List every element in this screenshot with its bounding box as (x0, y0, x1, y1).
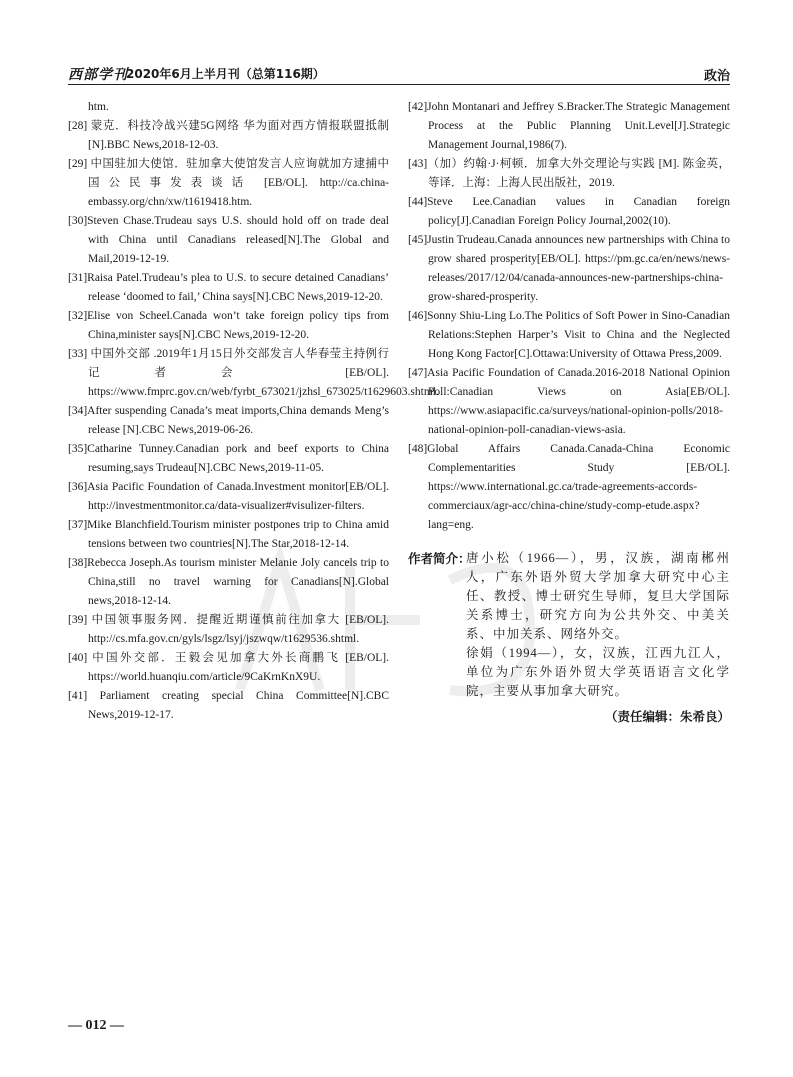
reference-item: [40] 中国外交部．王毅会见加拿大外长商鹏飞 [EB/OL]. https://world.huanqiu.com/article/9CaKrnKnX9U. (68, 652, 389, 683)
reference-item: [28] 蒙克．科技冷战兴建5G网络 华为面对西方情报联盟抵制 [N].BBC News,2018-12-03. (68, 120, 389, 151)
journal-logo: 西部学刊 (68, 67, 128, 83)
reference-item: [38]Rebecca Joseph.As tourism minister Melanie Joly cancels trip to China,still no travel warning for Canadians[N].Global news,2018-12-14. (68, 557, 389, 607)
author-bio-label: 作者简介： (408, 551, 471, 566)
author-bio-paragraph: 徐娟（1994—），女，汉族，江西九江人，单位为广东外语外贸大学英语语言文化学院，主要从事加拿大研究。 (466, 646, 730, 698)
reference-item: [31]Raisa Patel.Trudeau’s plea to U.S. to secure detained Canadians’ release ‘doomed to fail,’ China says[N].CBC News,2019-12-20. (68, 272, 389, 303)
journal-issue: 2020年6月上半月刊（总第116期） (126, 67, 325, 81)
reference-item: [41] Parliament creating special China Committee[N].CBC News,2019-12-17. (68, 690, 389, 721)
references-left-column (68, 98, 439, 725)
reference-item: [29] 中国驻加大使馆．驻加拿大使馆发言人应询就加方逮捕中国公民事发表谈话 [EB/OL]. http://ca.china-embassy.org/chn/xw/t1619418.htm. (68, 158, 389, 208)
reference-item: [35]Catharine Tunney.Canadian pork and beef exports to China resuming,says Trudeau[N].CBC News,2019-11-05. (68, 443, 389, 474)
reference-item: [32]Elise von Scheel.Canada won’t take foreign policy tips from China,minister says[N].CBC News,2019-12-20. (68, 310, 389, 341)
reference-item: [45]Justin Trudeau.Canada announces new partnerships with China to grow shared prosperity[EB/OL]. https://pm.gc.ca/en/news/news-releases/2017/12/04/canada-announces-new-partnerships-china-grow-shared-prosperity. (408, 234, 730, 303)
reference-item: [47]Asia Pacific Foundation of Canada.2016-2018 National Opinion Poll:Canadian Views on Asia[EB/OL]. https://www.asiapacific.ca/surveys/national-opinion-polls/2018-national-opinion-poll-canadian-views-asia. (408, 367, 730, 436)
reference-item: [43]（加）约翰·J·柯顿．加拿大外交理论与实践 [M]. 陈金英，等译．上海：上海人民出版社，2019. (408, 158, 730, 189)
references-right-column (408, 98, 730, 726)
reference-item: [36]Asia Pacific Foundation of Canada.Investment monitor[EB/OL]. http://investmentmonitor.ca/data-visualizer#visulizer-filters. (68, 481, 389, 512)
reference-item: [44]Steve Lee.Canadian values in Canadian foreign policy[J].Canadian Foreign Policy Journal,2002(10). (408, 196, 730, 227)
reference-item: [42]John Montanari and Jeffrey S.Bracker.The Strategic Management Process at the Public Planning Unit.Level[J].Strategic Management Journal,1986(7). (408, 101, 730, 151)
reference-item: [46]Sonny Shiu-Ling Lo.The Politics of Soft Power in Sino-Canadian Relations:Stephen Harper’s Visit to China and the Neglected Hong Kong Factor[C].Ottawa:University of Ottawa Press,2009. (408, 310, 730, 360)
running-header (68, 62, 730, 85)
author-bio (408, 549, 730, 726)
responsible-editor: （责任编辑：朱希良） (604, 709, 730, 724)
reference-item: [48]Global Affairs Canada.Canada-China Economic Complementarities Study [EB/OL]. https://www.international.gc.ca/trade-agreements-accords-commerciaux/agr-acc/china-chine/study-comp-etude.aspx?lang=eng. (408, 443, 730, 531)
reference-item: [39] 中国领事服务网．提醒近期谨慎前往加拿大 [EB/OL]. http://cs.mfa.gov.cn/gyls/lsgz/lsyj/jszwqw/t1629536.shtml. (68, 614, 389, 645)
reference-item: htm. (88, 101, 109, 113)
reference-item: [30]Steven Chase.Trudeau says U.S. should hold off on trade deal with China until Canadians released[N].The Global and Mail,2019-12-19. (68, 215, 389, 265)
reference-item: [37]Mike Blanchfield.Tourism minister postpones trip to China amid tensions between two countries[N].The Star,2018-12-14. (68, 519, 389, 550)
reference-item: [34]After suspending Canada’s meat imports,China demands Meng’s release [N].CBC News,2019-06-26. (68, 405, 389, 436)
author-bio-paragraph: 唐小松（1966—），男，汉族，湖南郴州人，广东外语外贸大学加拿大研究中心主任、教授、博士研究生导师，复旦大学国际关系博士，研究方向为公共外交、中美关系、中加关系、网络外交。 (466, 551, 730, 641)
page-number: — 012 — (68, 1018, 124, 1033)
section-label: 政治 (703, 69, 730, 84)
reference-item: [33] 中国外交部 .2019年1月15日外交部发言人华春莹主持例行记者会 [EB/OL]. https://www.fmprc.gov.cn/web/fyrbt_673021/jzhsl_673025/t1629603.shtml. (68, 348, 439, 398)
